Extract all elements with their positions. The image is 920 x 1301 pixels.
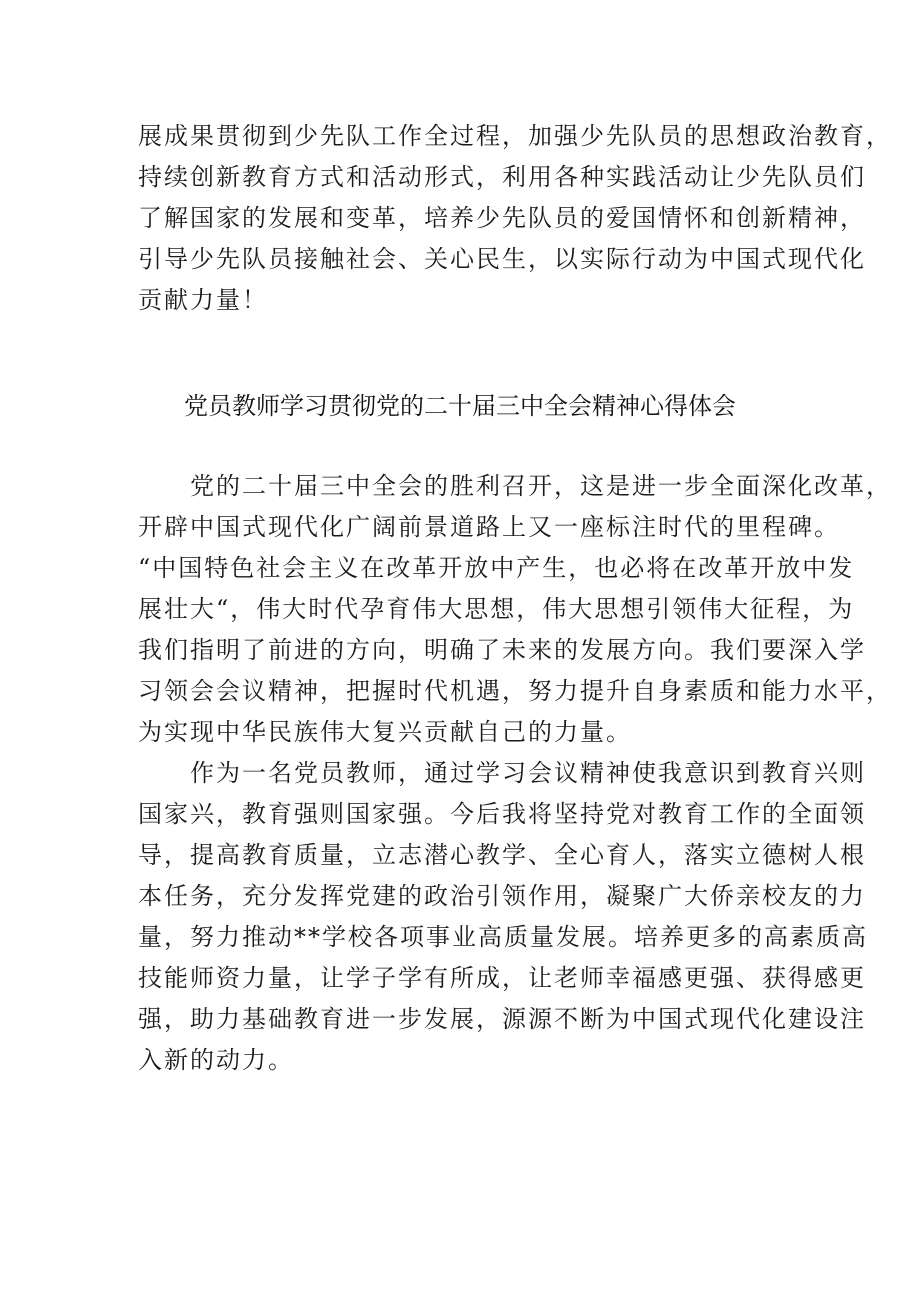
paragraph-line: 展成果贯彻到少先队工作全过程，加强少先队员的思想政治教育， bbox=[138, 122, 892, 150]
paragraph-line: 我们指明了前进的方向，明确了未来的发展方向。我们要深入学 bbox=[138, 636, 866, 664]
paragraph-line: 习领会会议精神，把握时代机遇，努力提升自身素质和能力水平， bbox=[138, 677, 892, 705]
paragraph-line: 引导少先队员接触社会、关心民生，以实际行动为中国式现代化 bbox=[138, 245, 866, 273]
paragraph-line: 了解国家的发展和变革，培养少先队员的爱国情怀和创新精神， bbox=[138, 204, 866, 232]
paragraph-line: “中国特色社会主义在改革开放中产生，也必将在改革开放中发 bbox=[138, 554, 855, 582]
paragraph-line: 开辟中国式现代化广阔前景道路上又一座标注时代的里程碑。 bbox=[138, 513, 840, 541]
article-paragraph-2 bbox=[138, 753, 868, 1081]
paragraph-line: 技能师资力量，让学子学有所成，让老师幸福感更强、获得感更 bbox=[138, 964, 866, 992]
paragraph-line: 党的二十届三中全会的胜利召开，这是进一步全面深化改革， bbox=[138, 472, 892, 500]
paragraph-line: 量，努力推动**学校各项事业高质量发展。培养更多的高素质高 bbox=[138, 923, 868, 951]
paragraph-line: 本任务，充分发挥党建的政治引领作用，凝聚广大侨亲校友的力 bbox=[138, 882, 866, 910]
paragraph-line: 为实现中华民族伟大复兴贡献自己的力量。 bbox=[138, 718, 632, 746]
paragraph-line: 持续创新教育方式和活动形式，利用各种实践活动让少先队员们 bbox=[138, 163, 866, 191]
article-title: 党员教师学习贯彻党的二十届三中全会精神心得体会 bbox=[184, 392, 736, 420]
paragraph-line: 国家兴，教育强则国家强。今后我将坚持党对教育工作的全面领 bbox=[138, 800, 866, 828]
paragraph-line: 入新的动力。 bbox=[138, 1046, 294, 1074]
paragraph-line: 贡献力量！ bbox=[138, 286, 268, 314]
paragraph-line: 强，助力基础教育进一步发展，源源不断为中国式现代化建设注 bbox=[138, 1005, 866, 1033]
paragraph-line: 展壮大“，伟大时代孕育伟大思想，伟大思想引领伟大征程，为 bbox=[138, 595, 855, 623]
paragraph-line: 作为一名党员教师，通过学习会议精神使我意识到教育兴则 bbox=[138, 759, 866, 787]
article-paragraph-1 bbox=[138, 466, 892, 753]
continuation-paragraph bbox=[138, 116, 892, 321]
paragraph-line: 导，提高教育质量，立志潜心教学、全心育人，落实立德树人根 bbox=[138, 841, 866, 869]
